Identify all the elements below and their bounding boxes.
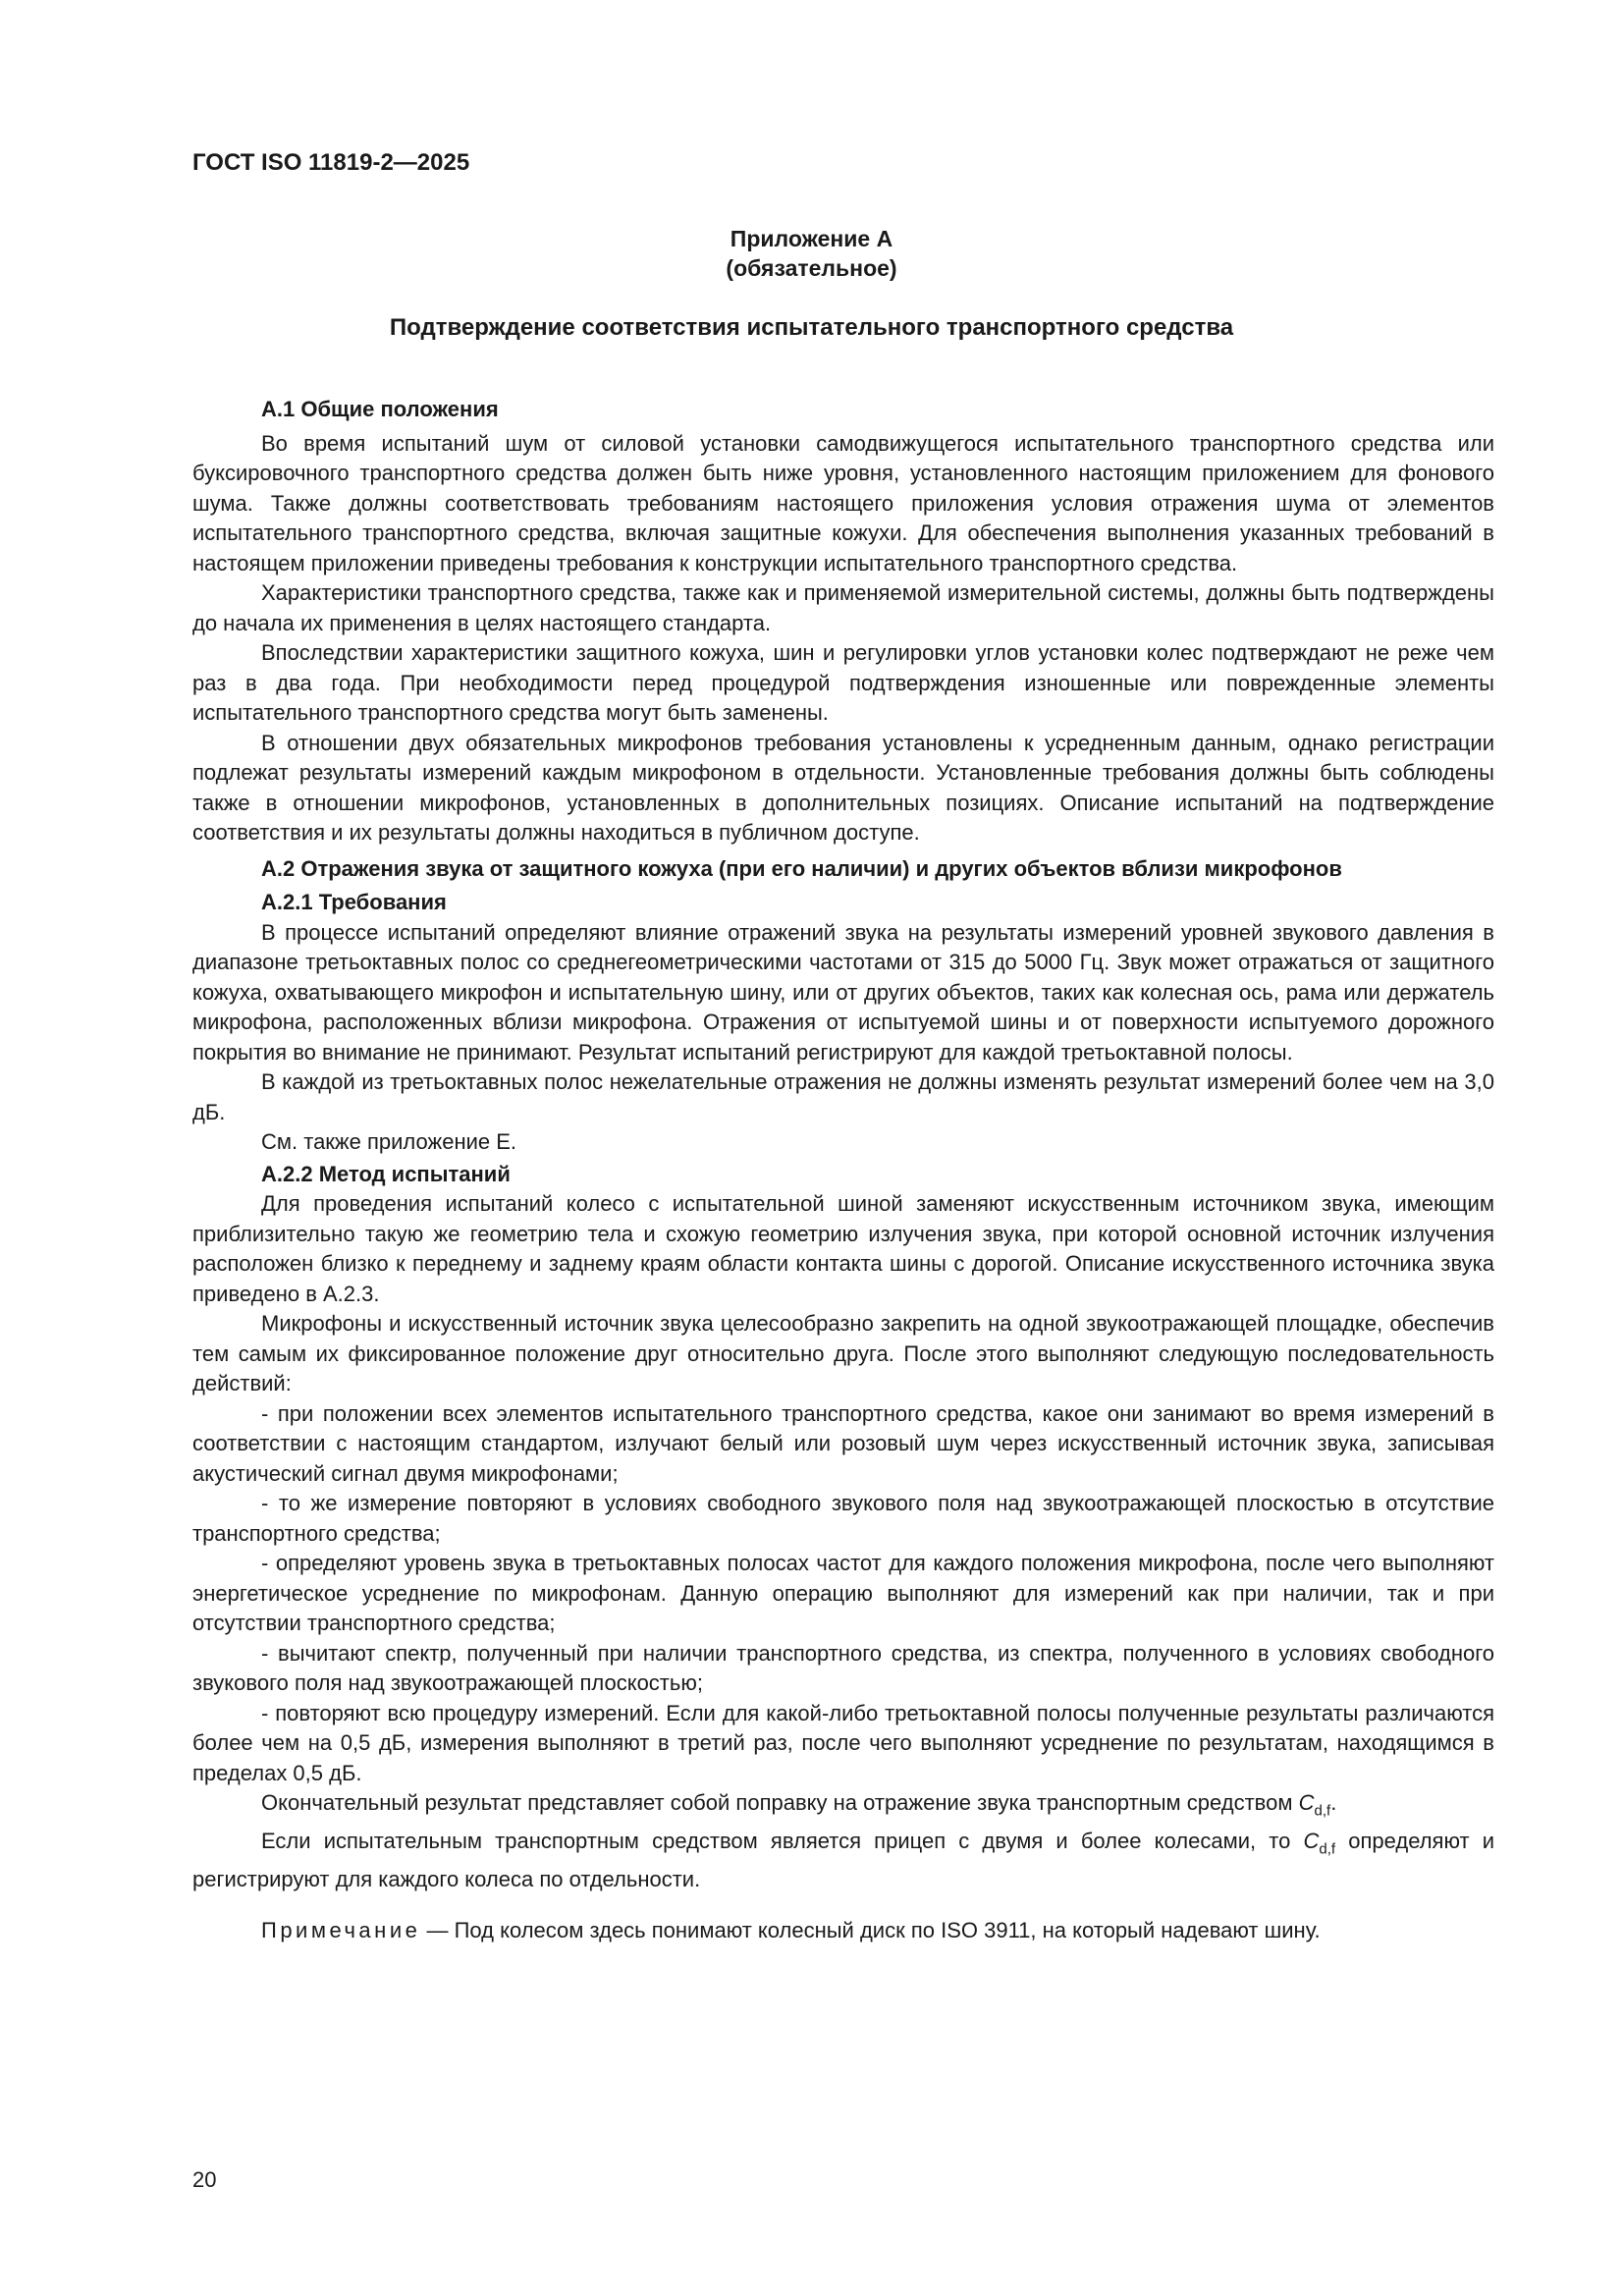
trailer-paragraph [192,1827,1494,1894]
document-body [192,389,1494,1946]
paragraph: Характеристики транспортного средства, также как и применяемой измерительной системы, должны быть подтверждены до начала их применения в целях настоящего стандарта. [192,580,1494,635]
paragraph: См. также приложение Е. [261,1129,517,1154]
list-item: - то же измерение повторяют в условиях свободного звукового поля над звукоотражающей плоскостью в отсутствие транспортного средства; [192,1491,1494,1546]
page-number: 20 [192,2167,217,2192]
symbol-subscript: d,f [1314,1802,1331,1820]
section-a21-heading: А.2.1 Требования [261,890,447,914]
appendix-heading [0,224,1623,283]
section-a1-heading: А.1 Общие положения [261,397,499,421]
paragraph: Впоследствии характеристики защитного кожуха, шин и регулировки углов установки колес подтверждают не реже чем раз в два года. При необходимости перед процедурой подтверждения изношенные или поврежденные элементы испытательного транспортного средства могут быть заменены. [192,640,1494,725]
note-label: Примечание [261,1918,421,1943]
paragraph: В процессе испытаний определяют влияние отражений звука на результаты измерений уровней звукового давления в диапазоне третьоктавных полос со среднегеометрическими частотами от 315 до 5000 Гц. Звук может отражаться от защитного кожуха, охватывающего микрофон и испытательную шину, или от других объектов, таких как колесная ось, рама или держатель микрофона, расположенных вблизи микрофона. Отражения от испытуемой шины и от поверхности испытуемого дорожного покрытия во внимание не принимают. Результат испытаний регистрируют для каждой третьоктавной полосы. [192,919,1494,1065]
list-item: - повторяют всю процедуру измерений. Если для какой-либо третьоктавной полосы полученные результаты различаются более чем на 0,5 дБ, измерения выполняют в третий раз, после чего выполняют усреднение по результатам, находящимся в пределах 0,5 дБ. [192,1700,1494,1785]
note-text: — Под колесом здесь понимают колесный диск по ISO 3911, на который надевают шину. [420,1918,1321,1943]
correction-symbol [1298,1790,1331,1820]
symbol-subscript: d,f [1319,1840,1336,1858]
symbol-letter: C [1303,1828,1320,1853]
paragraph: Для проведения испытаний колесо с испытательной шиной заменяют искусственным источником звука, имеющим приблизительно такую же геометрию тела и схожую геометрию излучения звука, при которой основной источник излучения расположен близко к переднему и заднему краям области контакта шины с дорогой. Описание искусственного источника звука приведено в А.2.3. [192,1191,1494,1306]
final-result-text: Окончательный результат представляет собой поправку на отражение звука транспортным средством [261,1790,1293,1815]
paragraph: Во время испытаний шум от силовой установки самодвижущегося испытательного транспортного средства или буксировочного транспортного средства должен быть ниже уровня, установленного настоящим приложением для фонового шума. Также должны соответствовать требованиям настоящего приложения условия отражения шума от элементов испытательного транспортного средства, включая защитные кожухи. Для обеспечения выполнения указанных требований в настоящем приложении приведены требования к конструкции испытательного транспортного средства. [192,430,1494,575]
paragraph: В каждой из третьоктавных полос нежелательные отражения не должны изменять результат измерений более чем на 3,0 дБ. [192,1069,1494,1124]
note-paragraph [192,1916,1494,1946]
appendix-status: (обязательное) [726,255,897,281]
list-item: - определяют уровень звука в третьоктавных полосах частот для каждого положения микрофона, после чего выполняют энергетическое усреднение по микрофонам. Данную операцию выполняют для измерений как при наличии, так и при отсутствии транспортного средства; [192,1551,1494,1635]
section-a22-heading: А.2.2 Метод испытаний [261,1161,511,1186]
paragraph: Микрофоны и искусственный источник звука целесообразно закрепить на одной звукоотражающей площадке, обеспечив тем самым их фиксированное положение друг относительно друга. После этого выполняют следующую последовательность действий: [192,1311,1494,1395]
paragraph: В отношении двух обязательных микрофонов требования установлены к усредненным данным, однако регистрации подлежат результаты измерений каждым микрофоном в отдельности. Установленные требования должны быть соблюдены также в отношении микрофонов, установленных в дополнительных позициях. Описание испытаний на подтверждение соответствия и их результаты должны находиться в публичном доступе. [192,730,1494,845]
correction-symbol [1303,1828,1336,1858]
symbol-letter: C [1298,1790,1315,1815]
final-result-paragraph: Окончательный результат представляет собой поправку на отражение звука транспортным средством $C_{d,f}$. [261,1790,1337,1820]
document-header: ГОСТ ISO 11819-2—2025 [192,149,470,176]
section-a2-heading: А.2 Отражения звука от защитного кожуха (при его наличии) и других объектов вблизи микрофонов [261,855,1342,881]
appendix-title: Приложение А [730,226,893,251]
trailer-text-after: определяют и регистрируют для каждого колеса по отдельности. [192,1828,1494,1891]
trailer-text-before: Если испытательным транспортным средством является прицеп с двумя и более колесами, то [261,1828,1291,1853]
list-item: - вычитают спектр, полученный при наличии транспортного средства, из спектра, полученного в условиях свободного звукового поля над звукоотражающей плоскостью; [192,1640,1494,1695]
list-item: - при положении всех элементов испытательного транспортного средства, какое они занимают во время измерений в соответствии с настоящим стандартом, излучают белый или розовый шум через искусственный источник звука, записывая акустический сигнал двумя микрофонами; [192,1400,1494,1486]
main-title: Подтверждение соответствия испытательного транспортного средства [389,314,1234,341]
